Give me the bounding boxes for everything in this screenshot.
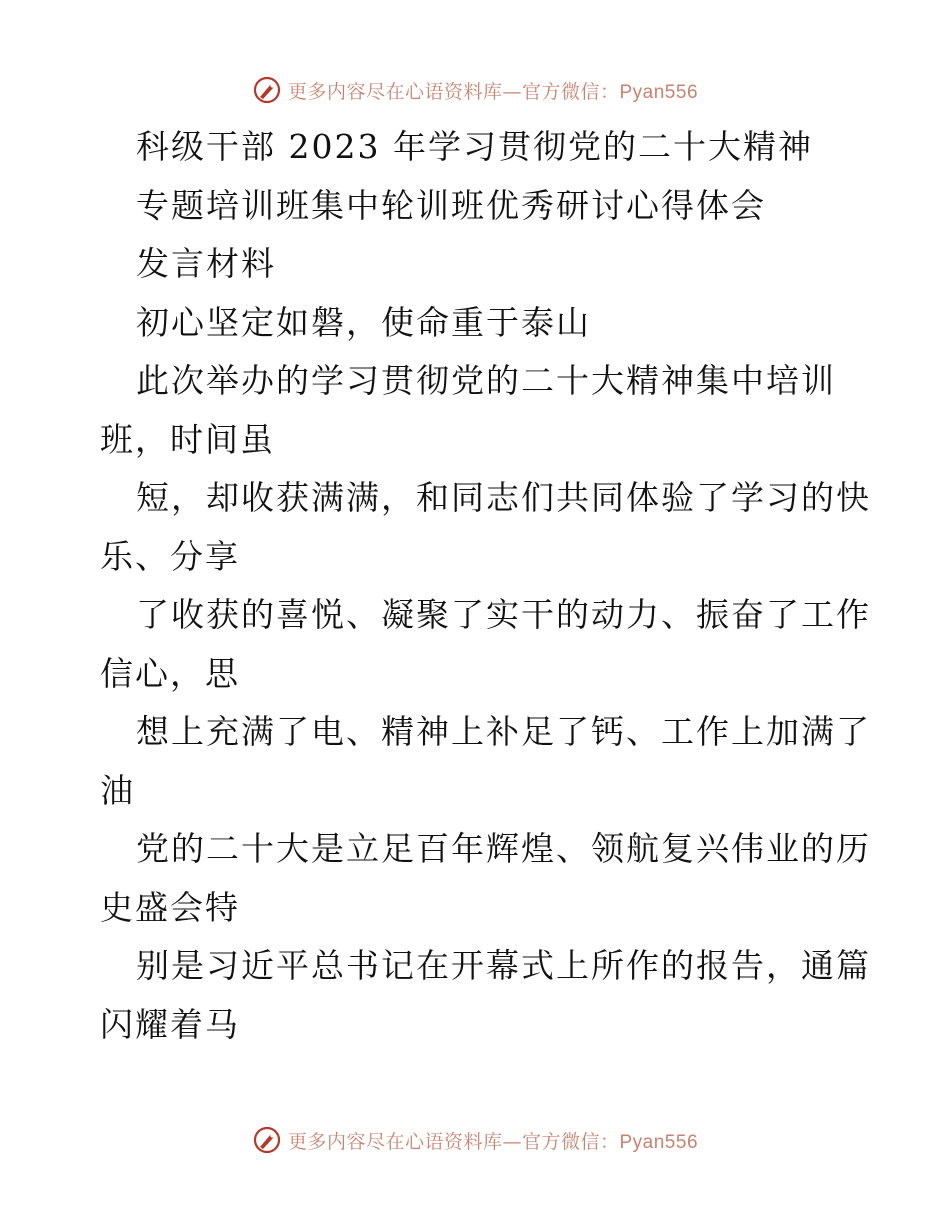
- pen-nib-logo-icon: [252, 75, 282, 105]
- footer-brand-text: [288, 1127, 698, 1154]
- pen-nib-logo-icon: [252, 1125, 282, 1155]
- footer-watermark: [0, 1120, 950, 1160]
- header-wechat-id: Pyan556: [619, 81, 699, 103]
- paragraph-line: 信心，思: [100, 653, 240, 693]
- title-line-3: 发言材料: [136, 244, 276, 283]
- document-body: [100, 118, 871, 1054]
- header-brand-text: [288, 77, 698, 104]
- footer-wechat-label: 官方微信：: [521, 1130, 620, 1153]
- header-brand-main: 更多内容尽在心语资料库: [287, 80, 503, 103]
- header-brand-dash: —: [502, 80, 522, 103]
- footer-wechat-id: Pyan556: [619, 1131, 699, 1153]
- paragraph-line: 别是习近平总书记在开幕式上所作的报告，通篇: [136, 946, 871, 985]
- paragraph-line: 了收获的喜悦、凝聚了实干的动力、振奋了工作: [136, 595, 871, 634]
- paragraph-line: 此次举办的学习贯彻党的二十大精神集中培训: [136, 361, 836, 400]
- title-line-1: 科级干部 2023 年学习贯彻党的二十大精神: [136, 127, 813, 166]
- paragraph-line: 短，却收获满满，和同志们共同体验了学习的快: [136, 478, 871, 517]
- paragraph-line: 油: [100, 770, 135, 810]
- subtitle: 初心坚定如磐，使命重于泰山: [136, 302, 591, 342]
- paragraph-line: 闪耀着马: [100, 1004, 240, 1044]
- paragraph-line: 班，时间虽: [100, 419, 275, 459]
- paragraph-line: 史盛会特: [100, 887, 240, 927]
- header-wechat-label: 官方微信：: [521, 80, 620, 103]
- footer-brand-main: 更多内容尽在心语资料库: [287, 1130, 503, 1153]
- paragraph-line: 乐、分享: [100, 536, 240, 576]
- header-watermark: [0, 70, 950, 110]
- footer-brand-dash: —: [502, 1130, 522, 1153]
- title-line-2: 专题培训班集中轮训班优秀研讨心得体会: [136, 185, 766, 225]
- paragraph-line: 党的二十大是立足百年辉煌、领航复兴伟业的历: [136, 829, 871, 868]
- paragraph-line: 想上充满了电、精神上补足了钙、工作上加满了: [136, 712, 871, 751]
